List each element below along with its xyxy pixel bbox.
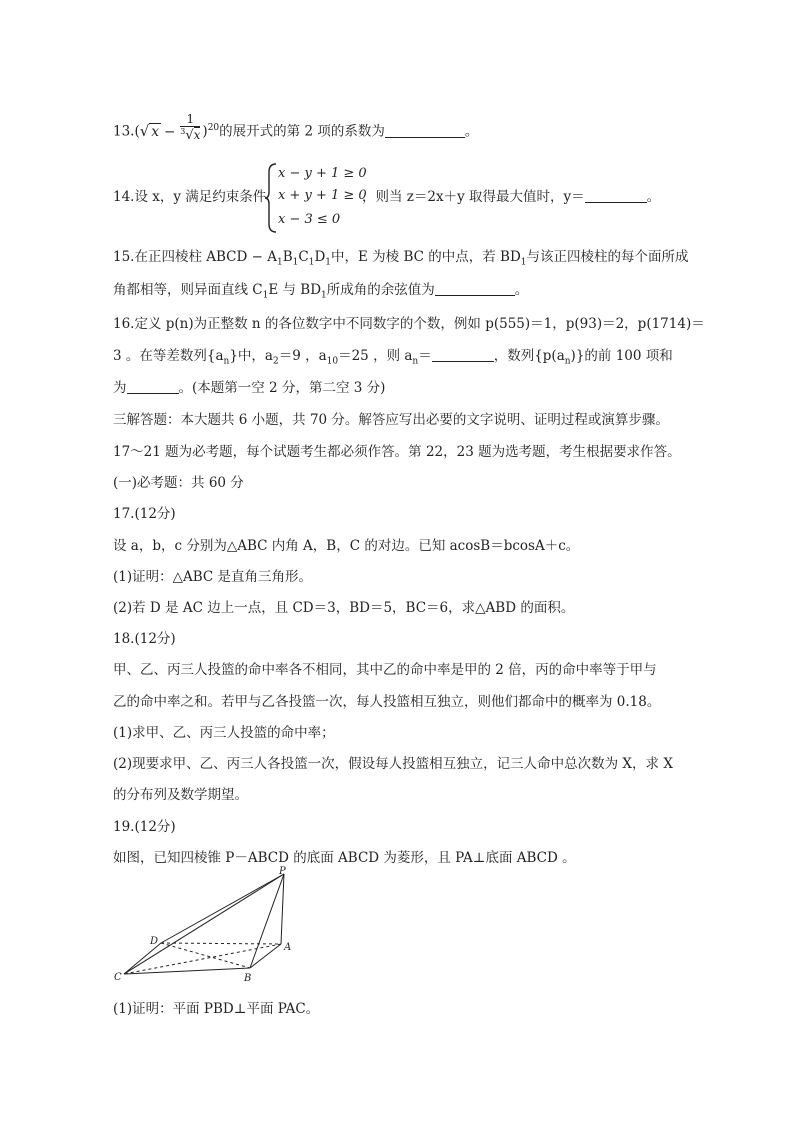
section-3-line-2: 17～21 题为必考题，每个试题考生都必须作答。第 22，23 题为选考题，考生根据要求作答。	[113, 444, 681, 460]
q15-text-f: 与该正四棱柱的每个面所成	[526, 249, 689, 265]
q14-answer-blank[interactable]	[585, 188, 647, 203]
q15-text-e: 中，E 为棱 BC 的中点，若 BD	[331, 249, 521, 265]
constraint-3: x − 3 ≤ 0	[278, 212, 341, 227]
q17-part-2: (2)若 D 是 AC 边上一点，且 CD＝3，BD＝5，BC＝6，求△ABD 的面积。	[113, 600, 575, 616]
q15-end: 。	[514, 282, 529, 298]
question-16-line-1	[113, 315, 705, 333]
q17-body: 设 a，b，c 分别为△ABC 内角 A，B，C 的对边。已知 acosB＝bcosA＋c。	[113, 538, 580, 554]
q18-body-1: 甲、乙、丙三人投篮的命中率各不相同，其中乙的命中率是甲的 2 倍，丙的命中率等于甲与	[113, 662, 657, 678]
q13-fraction	[180, 112, 200, 144]
q16-text-2b: }中，a	[229, 348, 273, 364]
fraction-numerator: 1	[180, 112, 200, 127]
question-15-line-1	[113, 248, 689, 266]
q16-text-3b: 。(本题第一空 2 分，第二空 3 分)	[178, 380, 386, 396]
label-D: D	[150, 936, 159, 947]
q16-answer-blank-1[interactable]	[432, 347, 494, 362]
edge-DA-hidden	[161, 943, 281, 944]
q13-prefix: 13.(	[113, 123, 140, 140]
q16-text-2g: )}的前 100 项和	[570, 348, 673, 364]
q15-text-h: E 与 BD	[268, 282, 322, 298]
label-C: C	[114, 972, 122, 983]
label-A: A	[284, 942, 292, 953]
question-16-line-2	[113, 347, 673, 365]
q16-text-1: 16.定义 p(n)为正整数 n 的各位数字中不同数字的个数，例如 p(555)＝1，p(93)＝2，p(1714)＝	[113, 316, 705, 332]
constraint-1: x − y + 1 ≥ 0	[278, 166, 367, 181]
q14-end: 。	[646, 189, 661, 205]
section-3-line-1: 三解答题：本大题共 6 小题，共 70 分。解答应写出必要的文字说明、证明过程或演算步骤。	[113, 412, 669, 428]
edge-PB	[250, 874, 284, 968]
q18-part-1: (1)求甲、乙、丙三人投篮的命中率；	[113, 725, 335, 741]
sqrt-radicand: x	[151, 123, 159, 140]
q13-end: 。	[464, 123, 479, 140]
edge-PA	[281, 874, 284, 944]
question-16-line-3	[113, 379, 385, 397]
q15-sub: 1	[321, 290, 327, 301]
q15-sub: 1	[308, 257, 315, 268]
q15-sub: 1	[325, 257, 332, 268]
q17-part-1: (1)证明：△ABC 是直角三角形。	[113, 569, 313, 585]
q15-text-g: 角都相等，则异面直线 C	[113, 282, 263, 298]
q16-text-2e: ＝	[418, 348, 432, 364]
q15-text-c: C	[298, 249, 309, 265]
q16-sub-10: 10	[326, 356, 339, 367]
q15-sub: 1	[520, 257, 527, 268]
q16-text-2f: ，数列{p(a	[493, 348, 565, 364]
q14-middle: ，则当 z＝2x＋y 取得最大值时，y＝	[362, 189, 585, 205]
q16-sub-n: n	[564, 356, 571, 367]
edge-CB	[124, 968, 250, 974]
q18-part-2a: (2)现要求甲、乙、丙三人各投篮一次，假设每人投篮相互独立，记三人命中总次数为 X，求 X	[113, 756, 673, 772]
q16-sub-n: n	[223, 356, 230, 367]
q18-part-2b: 的分布列及数学期望。	[113, 787, 248, 803]
q17-heading: 17.(12分)	[113, 506, 176, 522]
fraction-denominator: $^3$√x	[180, 127, 201, 143]
q15-text-a: 15.在正四棱柱 ABCD − A	[113, 249, 277, 265]
q18-heading: 18.(12分)	[113, 631, 176, 647]
q13-text: 的展开式的第 2 项的系数为	[219, 123, 385, 140]
label-P: P	[279, 866, 286, 877]
q19-heading: 19.(12分)	[113, 819, 176, 835]
q16-sub-n: n	[412, 356, 419, 367]
q16-text-2d: ＝25 ，则 a	[338, 348, 413, 364]
edge-PD	[161, 874, 284, 943]
q19-part-1: (1)证明：平面 PBD⊥平面 PAC。	[113, 1001, 320, 1017]
q13-answer-blank[interactable]	[385, 123, 465, 138]
question-15-line-2	[113, 281, 528, 299]
q14-prefix: 14.设 x，y 满足约束条件	[113, 189, 267, 205]
q16-text-2a: 3 。在等差数列{a	[113, 348, 224, 364]
sqrt-expression: √ x	[139, 121, 159, 140]
q16-text-2c: ＝9 ，a	[278, 348, 327, 364]
q14-rest-line	[362, 188, 660, 206]
q15-answer-blank[interactable]	[435, 281, 515, 296]
q15-text-b: B	[282, 249, 293, 265]
q16-answer-blank-2[interactable]	[127, 379, 179, 394]
q19-body: 如图，已知四棱锥 P－ABCD 的底面 ABCD 为菱形，且 PA⊥底面 ABCD 。	[113, 850, 576, 866]
q15-sub: 1	[262, 290, 269, 301]
label-B: B	[244, 973, 252, 984]
cube-root-radicand: x	[193, 128, 201, 142]
q13-close-paren: )	[202, 123, 208, 140]
constraint-2: x + y + 1 ≥ 0	[278, 188, 367, 203]
q15-sub: 1	[292, 257, 299, 268]
section-3-line-3: (一)必考题：共 60 分	[113, 475, 244, 491]
q15-sub: 1	[276, 257, 283, 268]
question-13	[113, 112, 479, 148]
q14-prefix-line	[113, 188, 266, 206]
q16-text-3a: 为	[113, 380, 127, 396]
q13-exponent: 20	[207, 123, 220, 133]
pyramid-figure	[112, 866, 312, 986]
brace-icon	[264, 162, 278, 234]
cube-root-index: 3	[180, 127, 186, 136]
edge-CD	[124, 943, 161, 974]
q15-text-i: 所成角的余弦值为	[326, 282, 435, 298]
q13-minus: −	[163, 123, 176, 140]
q16-sub-2: 2	[272, 356, 279, 367]
q15-text-d: D	[314, 249, 326, 265]
q18-body-2: 乙的命中率之和。若甲与乙各投篮一次，每人投篮相互独立，则他们都命中的概率为 0.18。	[113, 694, 661, 710]
